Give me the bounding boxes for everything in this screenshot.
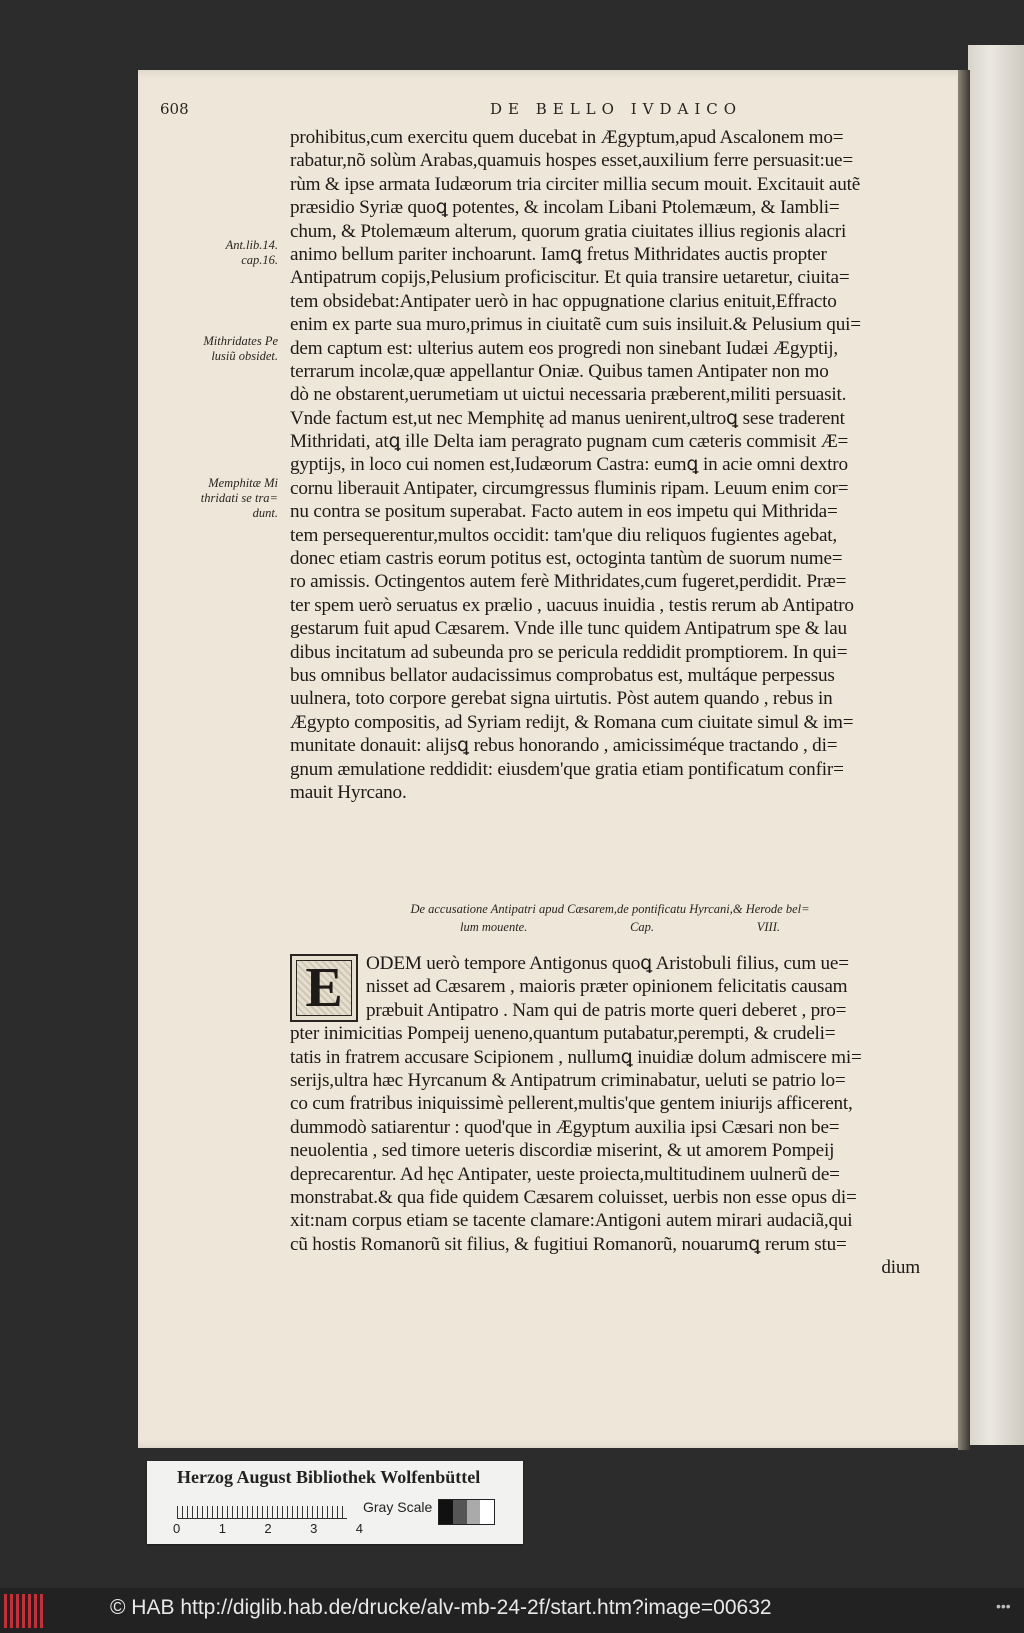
text-line: Mithridati, atꝗ ille Delta iam peragrato pugnam cum cæteris commisit Æ= xyxy=(290,431,849,453)
chapter-number: VIII. xyxy=(756,920,780,934)
text-line: tem obsidebat:Antipater uerò in hac oppugnatione clarius enituit,Effracto xyxy=(290,290,837,312)
text-line: ter spem uerò seruatus ex prælio , uacuus inuidia , testis rerum ab Antipatro xyxy=(290,594,854,616)
running-title: DE BELLO IVDAICO xyxy=(490,100,743,118)
text-line: dò ne obstarent,uerumetiam ut uictui necessaria præberent,militi persuasit. xyxy=(290,384,847,406)
chapter-cap-label: Cap. xyxy=(630,920,655,934)
text-line: neuolentia , sed timore ueteris discordiæ miserint, & ut amorem Pompeij xyxy=(290,1140,835,1162)
text-line: animo bellum pariter inchoarunt. Iamꝗ fretus Mithridates auctis propter xyxy=(290,243,827,265)
text-line: enim ex parte sua muro,primus in ciuitatẽ cum suis insiluit.& Pelusium qui= xyxy=(290,314,861,336)
ruler-numbers: 0 1 2 3 4 xyxy=(173,1521,363,1536)
facing-page-edge xyxy=(968,45,1024,1445)
text-line: Vnde factum est,ut nec Memphitę ad manus uenirent,ultroꝗ sese traderent xyxy=(290,407,845,429)
text-line: Antipatrum copijs,Pelusium proficiscitur. Et quia transire uetaretur, ciuita= xyxy=(290,267,850,289)
text-line: xit:nam corpus etiam se tacente clamare:Antigoni autem mirari audaciã,qui xyxy=(290,1210,853,1232)
color-reference-card xyxy=(147,1461,523,1544)
margin-note-mithridates: Mithridates Pe lusiũ obsidet. xyxy=(203,334,278,363)
text-line: cornu liberauit Antipater, circumgressus fluminis ripam. Leuum enim cor= xyxy=(290,477,849,499)
gray-swatch xyxy=(453,1500,467,1524)
text-line: terrarum incolæ,quæ appellantur Oniæ. Quibus tamen Antipater non mo xyxy=(290,360,829,382)
hab-logo-icon xyxy=(4,1594,46,1628)
body-text xyxy=(290,126,920,804)
ruler-icon xyxy=(177,1498,347,1519)
gray-swatch xyxy=(467,1500,481,1524)
gray-swatch xyxy=(480,1500,494,1524)
page-number: 608 xyxy=(160,100,189,118)
initial-letter: E xyxy=(305,957,343,1019)
text-line: pter inimicitias Pompeij ueneno,quantum putabatur,perempti, & crudeli= xyxy=(290,1023,836,1045)
text-line: monstrabat.& qua fide quidem Cæsarem coluisset, uerbis non esse opus di= xyxy=(290,1186,857,1208)
chapter-heading xyxy=(380,900,840,936)
gray-scale-swatches xyxy=(438,1499,495,1525)
text-line: gestarum fuit apud Cæsarem. Vnde ille tunc quidem Antipatrum spe & lau xyxy=(290,618,847,640)
text-line: nu contra se positum superabat. Facto autem in eos impetu qui Mithrida= xyxy=(290,501,838,523)
margin-note-ant: Ant.lib.14. cap.16. xyxy=(225,238,278,267)
book-spine xyxy=(958,70,970,1450)
text-line: uulnera, toto corpore gerebat signa uirtutis. Pòst autem quando , rebus in xyxy=(290,688,833,710)
library-name: Herzog August Bibliothek Wolfenbüttel xyxy=(177,1467,481,1487)
chapter-heading-line1: De accusatione Antipatri apud Cæsarem,de pontificatu Hyrcani,& Herode bel= xyxy=(410,902,810,916)
text-line: co cum fratribus iniquissimè pellerent,multis'que gentem iniurijs afficerent, xyxy=(290,1093,853,1115)
chapter-heading-line2: lum mouente. xyxy=(460,920,528,934)
text-line: cũ hostis Romanorũ sit filius, & fugitiui Romanorũ, nouarumꝗ rerum stu= xyxy=(290,1233,847,1255)
text-line: dibus incitatum ad subeunda pro se pericula reddidit promptiorem. In qui= xyxy=(290,641,848,663)
text-line: prohibitus,cum exercitu quem ducebat in Ægyptum,apud Ascalonem mo= xyxy=(290,127,844,148)
catchword: dium xyxy=(881,1257,920,1279)
text-line: gyptijs, in loco cui nomen est,Iudæorum Castra: eumꝗ in acie omni dextro xyxy=(290,454,848,476)
text-line: ODEM uerò tempore Antigonus quoꝗ Aristobuli filius, cum ue= xyxy=(366,953,849,974)
text-line: ro amissis. Octingentos autem ferè Mithridates,cum fugeret,perdidit. Præ= xyxy=(290,571,847,593)
text-line: bus omnibus bellator audacissimus comprobatus est, multáque perpessus xyxy=(290,664,835,686)
text-line: deprecarentur. Ad hęc Antipater, ueste proiecta,multitudinem uulnerũ de= xyxy=(290,1163,840,1185)
text-line: dummodò satiarentur : quod'que in Ægyptum auxilia ipsi Cæsari non be= xyxy=(290,1116,840,1138)
text-line: rùm & ipse armata Iudæorum tria circiter millia secum mouit. Excitauit autẽ xyxy=(290,173,861,195)
text-line: serijs,ultra hæc Hyrcanum & Antipatrum criminabatur, ueluti se patrio lo= xyxy=(290,1069,846,1091)
text-line: gnum æmulatione reddidit: eiusdem'que gratia etiam pontificatum confir= xyxy=(290,758,844,780)
text-line: Ægypto compositis, ad Syriam redijt, & Romana cum ciuitate simul & im= xyxy=(290,711,854,733)
text-line: tem persequerentur,multos occidit: tam'que diu reliquos fugientes agebat, xyxy=(290,524,838,546)
more-options-icon[interactable]: ••• xyxy=(996,1598,1011,1614)
text-line: chum, & Ptolemæum alterum, quorum gratia ciuitates illius regionis alacri xyxy=(290,220,847,242)
text-line: munitate donauit: alijsꝗ rebus honorando , amicissiméque tractando , di= xyxy=(290,735,838,757)
text-line: nisset ad Cæsarem , maioris præter opinionem felicitatis causam xyxy=(366,976,848,998)
gray-swatch xyxy=(439,1500,453,1524)
footer-url[interactable]: © HAB http://diglib.hab.de/drucke/alv-mb-24-2f/start.htm?image=00632 xyxy=(110,1596,772,1619)
margin-note-memphitae: Memphitæ Mi thridati se tra= dunt. xyxy=(200,476,278,520)
text-line: præsidio Syriæ quoꝗ potentes, & incolam Libani Ptolemæum, & Iambli= xyxy=(290,197,840,219)
gray-scale-label: Gray Scale xyxy=(363,1499,433,1515)
text-line: dem captum est: ulterius autem eos progredi non sinebant Iudæi Ægyptij, xyxy=(290,337,838,359)
text-line: præbuit Antipatro . Nam qui de patris morte queri deberet , pro= xyxy=(366,999,847,1021)
text-line: donec etiam castris eorum potitus est, octoginta tantùm de suorum nume= xyxy=(290,548,843,570)
text-line: rabatur,nõ solùm Arabas,quamuis hospes esset,auxilium ferre persuasit:ue= xyxy=(290,150,853,172)
text-line: tatis in fratrem accusare Scipionem , nullumꝗ inuidiæ dolum admiscere mi= xyxy=(290,1046,862,1068)
text-line: mauit Hyrcano. xyxy=(290,781,407,803)
footer-bar xyxy=(0,1588,1024,1633)
chapter-text xyxy=(290,952,920,1279)
